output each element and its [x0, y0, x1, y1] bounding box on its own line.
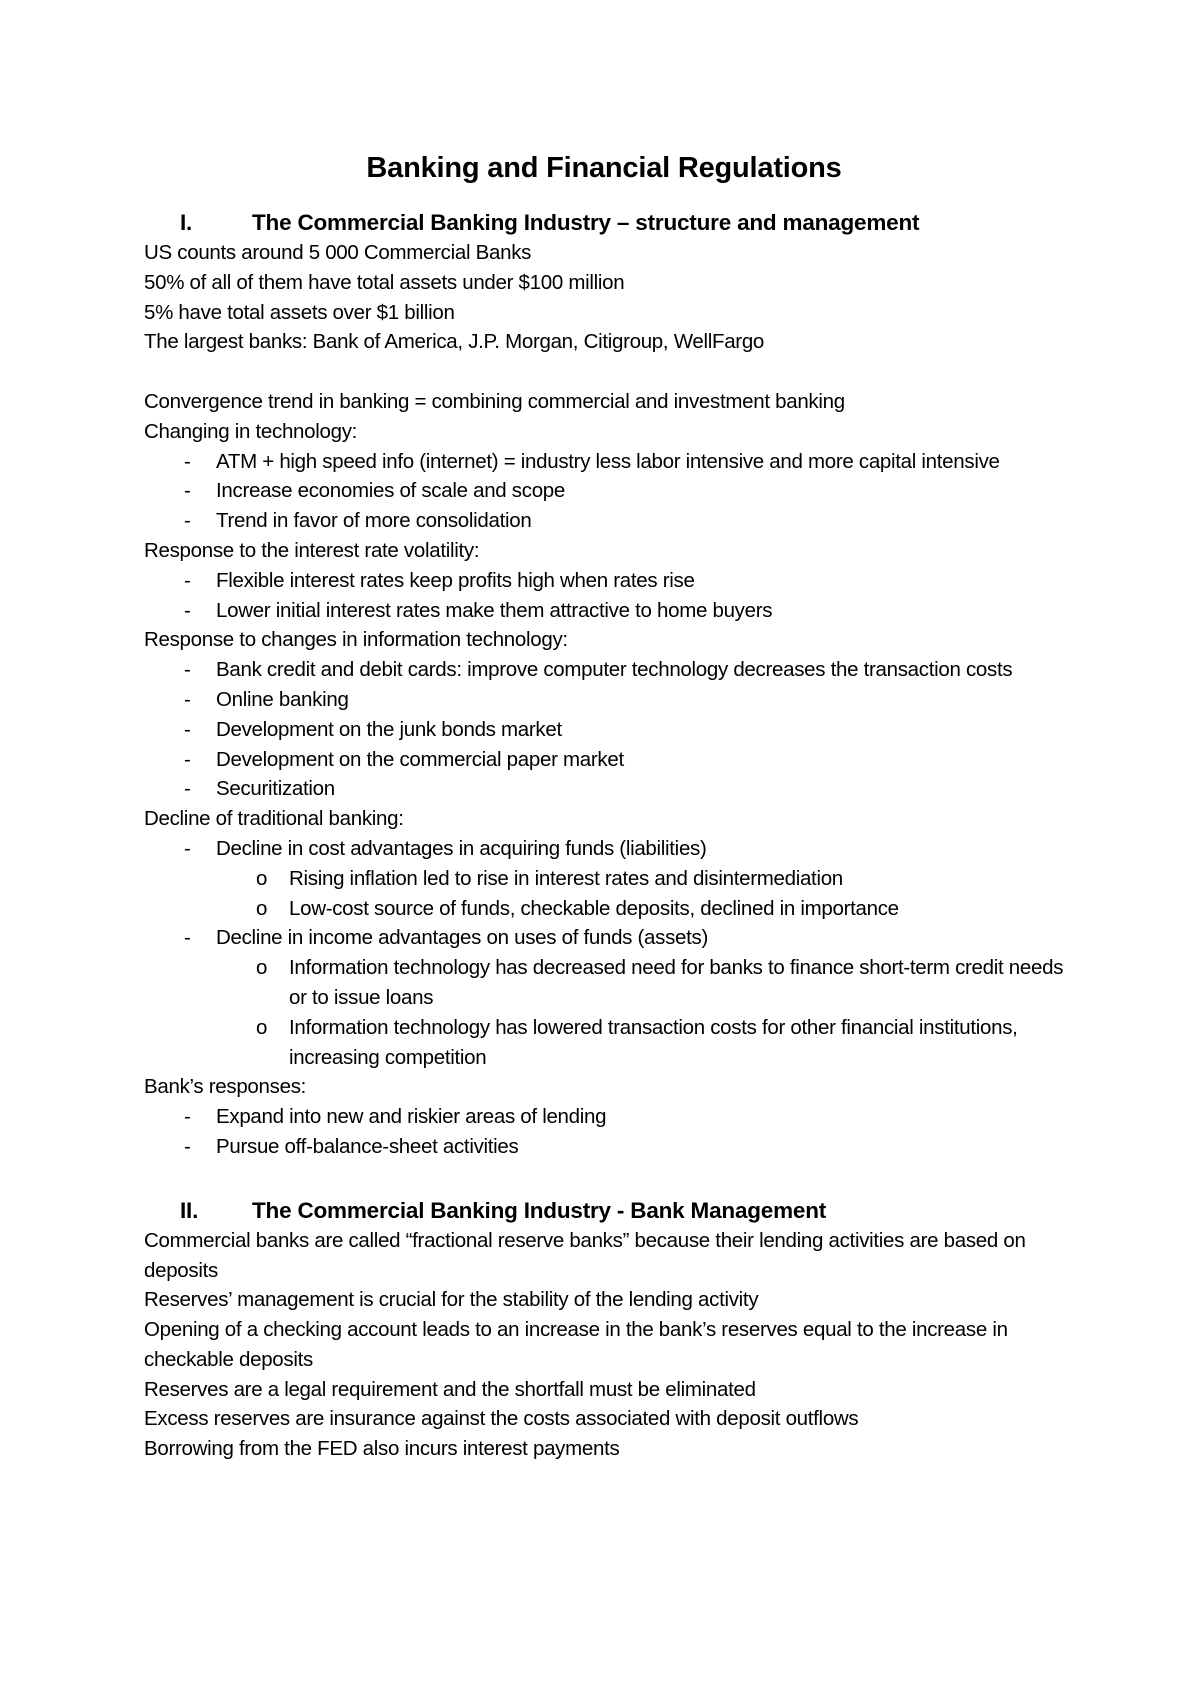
intro-line: The largest banks: Bank of America, J.P. Morgan, Citigroup, WellFargo: [144, 330, 765, 354]
list-item-text: Decline in cost advantages in acquiring funds (liabilities): [216, 836, 707, 860]
list-item: [144, 1132, 1064, 1162]
intro-line: 5% have total assets over $1 billion: [144, 300, 455, 324]
paragraph-line: Reserves’ management is crucial for the stability of the lending activity: [144, 1288, 759, 1312]
sub-list-item: [144, 894, 1064, 924]
sub-list-item: [144, 1013, 1064, 1073]
sub-list-item-text: Information technology has decreased need for banks to finance short-term credit needs or to issue loans: [289, 956, 1064, 1009]
document-body: [144, 148, 1064, 1464]
intro-line: 50% of all of them have total assets under $100 million: [144, 270, 625, 294]
list-item-text: ATM + high speed info (internet) = industry less labor intensive and more capital intensive: [216, 449, 1000, 473]
sub-list-item-text: Information technology has lowered transaction costs for other financial institutions, increasing competition: [289, 1015, 1018, 1069]
list-item: [144, 923, 1064, 953]
list-item: [144, 1102, 1064, 1132]
dash-marker: -: [184, 1105, 191, 1129]
dash-marker: -: [184, 449, 191, 473]
convergence-line: Convergence trend in banking = combining commercial and investment banking: [144, 389, 845, 413]
responses-label: Bank’s responses:: [144, 1075, 307, 1099]
paragraph-line: Opening of a checking account leads to an increase in the bank’s reserves equal to the increase in checkable deposits: [144, 1318, 1008, 1371]
sub-list-item-text: Low-cost source of funds, checkable deposits, declined in importance: [289, 896, 899, 920]
paragraph-line: Reserves are a legal requirement and the shortfall must be eliminated: [144, 1377, 756, 1401]
circle-marker: o: [256, 956, 268, 980]
dash-marker: -: [184, 598, 191, 622]
paragraph-line: Excess reserves are insurance against the costs associated with deposit outflows: [144, 1407, 859, 1431]
list-item: [144, 685, 1064, 715]
list-item-text: Trend in favor of more consolidation: [216, 509, 532, 533]
list-item: [144, 506, 1064, 536]
dash-marker: -: [184, 777, 191, 801]
dash-marker: -: [184, 836, 191, 860]
dash-marker: -: [184, 568, 191, 592]
dash-marker: -: [184, 658, 191, 682]
circle-marker: o: [256, 866, 268, 890]
list-item-text: Development on the junk bonds market: [216, 717, 562, 741]
list-item: [144, 745, 1064, 775]
circle-marker: o: [256, 1015, 268, 1039]
list-item-text: Online banking: [216, 687, 349, 711]
list-item: [144, 655, 1064, 685]
paragraph-line: Borrowing from the FED also incurs interest payments: [144, 1437, 620, 1461]
list-item-text: Expand into new and riskier areas of lending: [216, 1105, 607, 1129]
section-heading-2: [144, 1196, 1064, 1226]
paragraph-line: Commercial banks are called “fractional reserve banks” because their lending activities are based on deposits: [144, 1228, 1026, 1282]
list-item: [144, 715, 1064, 745]
list-item-text: Pursue off-balance-sheet activities: [216, 1134, 519, 1158]
list-item: [144, 834, 1064, 864]
section-spacer: [144, 1162, 1064, 1196]
section-heading-text: The Commercial Banking Industry – structure and management: [252, 210, 920, 235]
dash-marker: -: [184, 687, 191, 711]
list-item-text: Flexible interest rates keep profits high when rates rise: [216, 568, 695, 592]
dash-marker: -: [184, 1134, 191, 1158]
section-heading-text: The Commercial Banking Industry - Bank Management: [252, 1197, 827, 1223]
volatility-label: Response to the interest rate volatility:: [144, 538, 480, 562]
section-numeral: I.: [180, 210, 193, 235]
list-item-text: Bank credit and debit cards: improve computer technology decreases the transaction costs: [216, 658, 1013, 682]
sub-list-item-text: Rising inflation led to rise in interest rates and disintermediation: [289, 866, 843, 890]
dash-marker: -: [184, 717, 191, 741]
list-item: [144, 596, 1064, 626]
list-item-text: Increase economies of scale and scope: [216, 479, 566, 503]
list-item-text: Development on the commercial paper market: [216, 747, 624, 771]
list-item: [144, 774, 1064, 804]
blank-line: [144, 357, 1064, 387]
intro-line: US counts around 5 000 Commercial Banks: [144, 241, 532, 264]
dash-marker: -: [184, 747, 191, 771]
list-item: [144, 447, 1064, 477]
list-item-text: Decline in income advantages on uses of funds (assets): [216, 926, 709, 950]
list-item-text: Securitization: [216, 777, 335, 801]
decline-label: Decline of traditional banking:: [144, 807, 404, 831]
section-numeral: II.: [180, 1197, 199, 1223]
sub-list-item: [144, 864, 1064, 894]
dash-marker: -: [184, 509, 191, 533]
document-title: Banking and Financial Regulations: [366, 152, 842, 184]
section-heading-1: [144, 208, 1064, 238]
list-item: [144, 476, 1064, 506]
sub-list-item: [144, 953, 1064, 1013]
dash-marker: -: [184, 479, 191, 503]
info-tech-label: Response to changes in information technology:: [144, 628, 568, 652]
dash-marker: -: [184, 926, 191, 950]
circle-marker: o: [256, 896, 268, 920]
list-item-text: Lower initial interest rates make them attractive to home buyers: [216, 598, 773, 622]
technology-label: Changing in technology:: [144, 419, 358, 443]
list-item: [144, 566, 1064, 596]
